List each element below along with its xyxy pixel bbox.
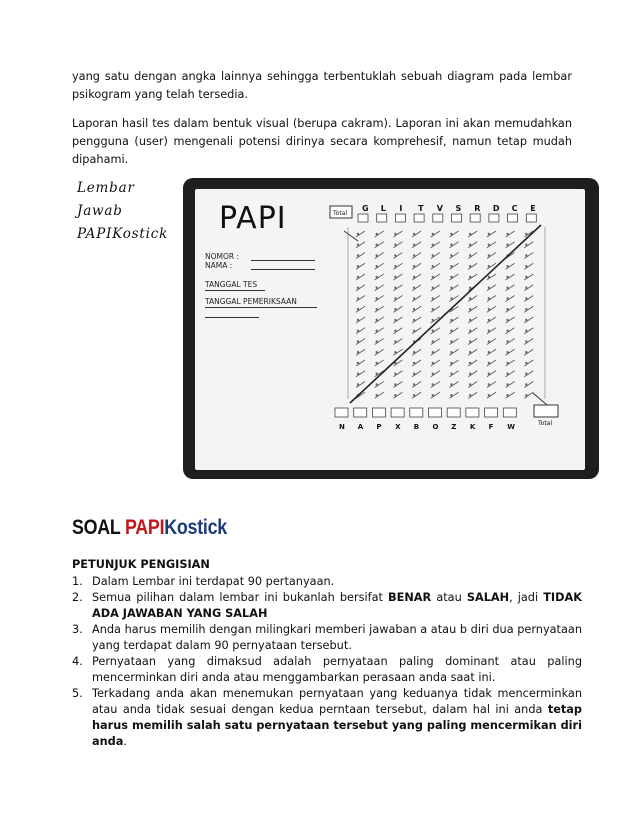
instruction-item-1 — [72, 574, 582, 590]
top-letter-i: I — [399, 204, 403, 213]
grid-dot — [357, 265, 359, 267]
item-emphasis-benar: BENAR — [388, 591, 432, 604]
grid-dot — [469, 394, 471, 396]
grid-dot — [432, 330, 434, 332]
grid-dot — [488, 297, 490, 299]
instruction-item-2 — [72, 590, 582, 622]
grid-diagonal-left — [344, 231, 358, 241]
grid-dot — [525, 351, 527, 353]
grid-dot — [469, 276, 471, 278]
item-number: 5. — [72, 687, 83, 700]
grid-dot — [450, 394, 452, 396]
grid-dot — [357, 330, 359, 332]
bottom-letter-f: F — [488, 423, 494, 431]
top-letter-c: C — [511, 204, 518, 213]
item-number: 3. — [72, 623, 83, 636]
grid-dot — [376, 287, 378, 289]
grid-dot — [357, 351, 359, 353]
grid-dot — [488, 319, 490, 321]
grid-dot — [525, 362, 527, 364]
grid-dot — [357, 383, 359, 385]
grid-dot — [413, 233, 415, 235]
grid-dot — [432, 244, 434, 246]
top-letter-box — [470, 214, 480, 222]
item-text: atau — [431, 591, 467, 604]
item-emphasis-tetap: tetap harus memilih salah satu pernyataan tersebut yang paling mencermikan diri anda — [92, 703, 582, 748]
caption-line-2: Jawab — [77, 203, 123, 219]
grid-dot — [469, 297, 471, 299]
grid-dot — [488, 287, 490, 289]
grid-dot — [469, 351, 471, 353]
grid-dot — [450, 297, 452, 299]
grid-dot — [376, 373, 378, 375]
grid-dot — [357, 373, 359, 375]
top-letter-box — [452, 214, 462, 222]
grid-dot — [394, 233, 396, 235]
instructions-list — [72, 574, 582, 750]
grid-dot — [376, 297, 378, 299]
grid-dot — [432, 362, 434, 364]
grid-dot — [394, 340, 396, 342]
grid-dot — [488, 351, 490, 353]
grid-dot — [469, 265, 471, 267]
top-letter-box — [358, 214, 368, 222]
answer-sheet-paper — [195, 189, 585, 470]
grid-dot — [506, 265, 508, 267]
title-word-kostick: Kostick — [164, 516, 227, 539]
grid-dot — [525, 308, 527, 310]
grid-dot — [525, 265, 527, 267]
grid-dot — [413, 394, 415, 396]
grid-dot — [376, 394, 378, 396]
grid-dot — [432, 340, 434, 342]
top-letter-s: S — [455, 204, 462, 213]
intro-paragraph-1: yang satu dengan angka lainnya sehingga terbentuklah sebuah diagram pada lembar psikogram yang telah tersedia. — [72, 70, 572, 101]
grid-dot — [432, 319, 434, 321]
top-letter-box — [414, 214, 424, 222]
grid-dot — [413, 276, 415, 278]
grid-dot — [525, 373, 527, 375]
grid-dot — [469, 340, 471, 342]
bottom-letter-w: W — [507, 423, 516, 431]
bottom-letter-k: K — [469, 423, 476, 431]
grid-dot — [376, 308, 378, 310]
grid-dot — [394, 287, 396, 289]
bottom-letter-box — [503, 408, 516, 417]
instruction-item-5 — [72, 686, 582, 750]
grid-dot — [413, 297, 415, 299]
grid-dot — [413, 308, 415, 310]
grid-dot — [394, 276, 396, 278]
bottom-letter-z: Z — [451, 423, 457, 431]
top-letter-box — [508, 214, 518, 222]
grid-dot — [357, 362, 359, 364]
grid-dot — [488, 254, 490, 256]
bottom-letter-box — [372, 408, 385, 417]
grid-dot — [506, 362, 508, 364]
grid-dot — [376, 233, 378, 235]
bottom-letter-box — [447, 408, 460, 417]
bottom-letter-box — [410, 408, 423, 417]
item-number: 2. — [72, 591, 83, 604]
item-emphasis-salah: SALAH — [466, 591, 510, 604]
top-letter-box — [395, 214, 405, 222]
grid-dot — [432, 394, 434, 396]
grid-dot — [506, 276, 508, 278]
grid-dot — [525, 383, 527, 385]
grid-dot — [432, 233, 434, 235]
grid-dot — [450, 319, 452, 321]
grid-dot — [488, 308, 490, 310]
item-text: , jadi — [509, 591, 544, 604]
grid-dot — [357, 287, 359, 289]
grid-dot — [432, 308, 434, 310]
grid-dot — [450, 340, 452, 342]
bottom-letter-box — [335, 408, 348, 417]
grid-dot — [525, 254, 527, 256]
answer-sheet-caption — [77, 177, 168, 246]
bottom-letter-b: B — [413, 423, 420, 431]
item-number: 1. — [72, 575, 83, 588]
grid-dot — [488, 340, 490, 342]
grid-dot — [432, 276, 434, 278]
item-text: Dalam Lembar ini terdapat 90 pertanyaan. — [92, 575, 335, 588]
grid-dot — [450, 351, 452, 353]
item-text: Terkadang anda akan menemukan pernyataan yang keduanya tidak mencerminkan atau anda tidak sesuai dengan kedua perntaan tersebut, dalam hal ini anda — [92, 687, 582, 716]
bottom-letter-box — [485, 408, 498, 417]
caption-line-1: Lembar — [77, 180, 135, 196]
grid-dot — [469, 362, 471, 364]
grid-dot — [450, 265, 452, 267]
grid-dot — [488, 394, 490, 396]
grid-dot — [413, 330, 415, 332]
grid-dot — [525, 287, 527, 289]
item-text: . — [123, 735, 127, 748]
grid-dot — [525, 297, 527, 299]
grid-dot — [432, 383, 434, 385]
grid-dot — [525, 340, 527, 342]
answer-grid — [195, 189, 585, 470]
grid-dot — [450, 362, 452, 364]
grid-dot — [469, 254, 471, 256]
grid-dot — [413, 383, 415, 385]
grid-dot — [488, 383, 490, 385]
grid-dot — [376, 244, 378, 246]
instruction-item-3 — [72, 622, 582, 654]
grid-dot — [469, 330, 471, 332]
total-box-bottom — [534, 405, 558, 417]
grid-dot — [357, 340, 359, 342]
item-text: Anda harus memilih dengan milingkari memberi jawaban a atau b diri dua pernyataan yang terdapat dalam 90 pernyataan tersebut. — [92, 623, 582, 652]
grid-dot — [413, 373, 415, 375]
top-letter-box — [433, 214, 443, 222]
bottom-letter-box — [354, 408, 367, 417]
grid-dot — [469, 308, 471, 310]
grid-dot — [450, 373, 452, 375]
grid-dot — [432, 265, 434, 267]
grid-dot — [488, 265, 490, 267]
grid-dot — [394, 394, 396, 396]
grid-dot — [506, 244, 508, 246]
grid-diagonal-main — [350, 225, 541, 403]
title-word-papi: PAPI — [124, 516, 165, 539]
field-nomor: NOMOR : — [205, 252, 240, 261]
grid-dot — [450, 254, 452, 256]
instruction-item-4 — [72, 654, 582, 686]
grid-dot — [432, 254, 434, 256]
grid-dot — [488, 244, 490, 246]
grid-dot — [450, 244, 452, 246]
field-tanggal-tes: TANGGAL TES — [205, 280, 258, 289]
grid-dot — [506, 394, 508, 396]
item-number: 4. — [72, 655, 83, 668]
grid-dot — [394, 265, 396, 267]
grid-dot — [506, 308, 508, 310]
grid-dot — [376, 362, 378, 364]
grid-dot — [413, 265, 415, 267]
sheet-title: PAPI — [219, 201, 287, 236]
grid-dot — [376, 330, 378, 332]
top-letter-d: D — [492, 204, 500, 213]
instructions-heading: PETUNJUK PENGISIAN — [72, 558, 210, 571]
grid-dot — [525, 244, 527, 246]
grid-dot — [525, 394, 527, 396]
grid-dot — [394, 351, 396, 353]
grid-dot — [506, 287, 508, 289]
grid-dot — [450, 276, 452, 278]
grid-dot — [506, 373, 508, 375]
grid-dot — [488, 276, 490, 278]
top-letter-t: T — [418, 204, 424, 213]
top-letter-g: G — [362, 204, 369, 213]
grid-dot — [488, 330, 490, 332]
grid-dot — [394, 330, 396, 332]
grid-dot — [525, 233, 527, 235]
grid-dot — [432, 287, 434, 289]
grid-dot — [506, 330, 508, 332]
grid-dot — [469, 319, 471, 321]
grid-dot — [488, 233, 490, 235]
bottom-letter-box — [466, 408, 479, 417]
caption-line-3: PAPIKostick — [77, 226, 169, 242]
title-word-soal: SOAL — [72, 516, 125, 539]
grid-dot — [376, 351, 378, 353]
grid-dot — [469, 383, 471, 385]
item-emphasis-tidak-ada: TIDAK ADA JAWABAN YANG SALAH — [92, 591, 582, 620]
grid-dot — [357, 276, 359, 278]
papi-answer-sheet-image — [183, 178, 599, 479]
top-letter-box — [489, 214, 499, 222]
total-label-top: Total — [333, 210, 348, 217]
grid-dot — [357, 297, 359, 299]
grid-dot — [506, 340, 508, 342]
grid-dot — [413, 287, 415, 289]
bottom-letter-p: P — [376, 423, 382, 431]
bottom-letter-box — [429, 408, 442, 417]
grid-dot — [488, 373, 490, 375]
top-letter-box — [377, 214, 387, 222]
top-letter-v: V — [436, 204, 444, 213]
grid-dot — [376, 265, 378, 267]
top-letter-r: R — [474, 204, 481, 213]
grid-dot — [394, 319, 396, 321]
grid-dot — [525, 330, 527, 332]
grid-dot — [357, 308, 359, 310]
grid-dot — [413, 254, 415, 256]
bottom-letter-o: O — [432, 423, 439, 431]
grid-dot — [413, 362, 415, 364]
bottom-letter-x: X — [395, 423, 401, 431]
grid-dot — [469, 373, 471, 375]
total-label-bottom: Total — [538, 420, 553, 427]
grid-dot — [376, 276, 378, 278]
grid-dot — [506, 383, 508, 385]
grid-dot — [450, 383, 452, 385]
grid-dot — [376, 319, 378, 321]
grid-dot — [506, 233, 508, 235]
grid-dot — [488, 362, 490, 364]
field-tanggal-pemeriksaan: TANGGAL PEMERIKSAAN — [205, 297, 297, 306]
grid-dot — [525, 276, 527, 278]
grid-dot — [469, 233, 471, 235]
grid-dot — [432, 351, 434, 353]
grid-dot — [376, 383, 378, 385]
grid-dot — [450, 287, 452, 289]
grid-dot — [506, 319, 508, 321]
section-title — [72, 515, 227, 541]
grid-dot — [357, 254, 359, 256]
grid-dot — [525, 319, 527, 321]
grid-dot — [450, 233, 452, 235]
top-letter-box — [526, 214, 536, 222]
grid-dot — [394, 373, 396, 375]
grid-dot — [376, 254, 378, 256]
grid-dot — [394, 254, 396, 256]
field-nama: NAMA : — [205, 261, 233, 270]
item-text: Semua pilihan dalam lembar ini bukanlah bersifat — [92, 591, 389, 604]
grid-dot — [376, 340, 378, 342]
bottom-letter-n: N — [339, 423, 345, 431]
grid-dot — [469, 287, 471, 289]
grid-dot — [357, 233, 359, 235]
grid-dot — [394, 244, 396, 246]
grid-dot — [432, 297, 434, 299]
grid-dot — [469, 244, 471, 246]
top-letter-l: L — [380, 204, 386, 213]
grid-dot — [413, 351, 415, 353]
grid-dot — [394, 383, 396, 385]
grid-dot — [450, 330, 452, 332]
grid-dot — [394, 308, 396, 310]
bottom-letter-a: A — [357, 423, 364, 431]
grid-dot — [506, 351, 508, 353]
grid-dot — [357, 244, 359, 246]
top-letter-e: E — [530, 204, 536, 213]
item-text: Pernyataan yang dimaksud adalah pernyataan paling dominant atau paling mencerminkan diri anda atau menggambarkan perasaan anda saat ini. — [92, 655, 582, 684]
bottom-letter-box — [391, 408, 404, 417]
grid-dot — [506, 297, 508, 299]
grid-dot — [394, 297, 396, 299]
grid-dot — [413, 244, 415, 246]
grid-dot — [432, 373, 434, 375]
intro-paragraph-2: Laporan hasil tes dalam bentuk visual (berupa cakram). Laporan ini akan memudahkan pengguna (user) mengenali potensi dirinya secara komprehesif, namun tetap mudah dipahami. — [72, 117, 572, 166]
grid-dot — [413, 319, 415, 321]
grid-dot — [357, 319, 359, 321]
